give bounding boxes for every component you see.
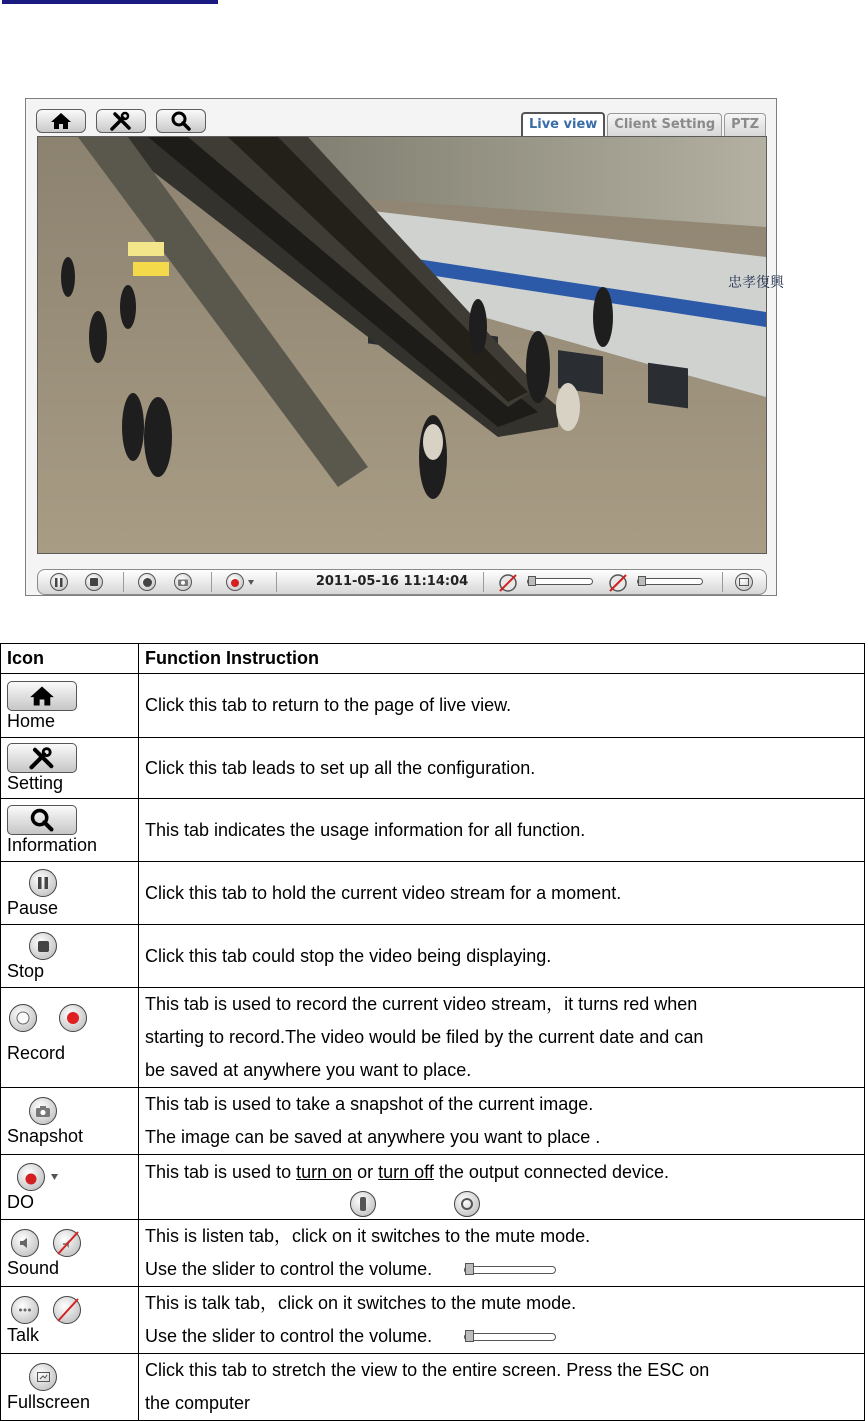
digital-output-button[interactable] <box>226 573 244 591</box>
description-line: The image can be saved at anywhere you want to place . <box>145 1127 601 1147</box>
row-label: Stop <box>7 961 45 981</box>
icon-cell <box>1 1155 139 1220</box>
sound-mute-icon <box>54 1230 80 1256</box>
description-line: This is listen tab，click on it switches to the mute mode. <box>145 1226 591 1246</box>
row-label: Pause <box>7 898 59 918</box>
function-column-header: Function Instruction <box>139 644 865 674</box>
sound-mute-sample <box>53 1229 81 1257</box>
icon-cell <box>1 1354 139 1421</box>
information-button[interactable] <box>156 109 206 133</box>
separator <box>722 572 723 592</box>
icon-cell <box>1 862 139 925</box>
separator <box>211 572 212 592</box>
search-icon <box>29 808 55 832</box>
table-row <box>1 1287 865 1354</box>
fullscreen-icon <box>739 578 749 586</box>
home-button-sample <box>7 681 77 711</box>
text-segment: Use the slider to control the volume. <box>145 1326 433 1346</box>
description-line: be saved at anywhere you want to place. <box>145 1060 472 1080</box>
row-label: Fullscreen <box>7 1392 91 1412</box>
description-line: This tab is used to take a snapshot of the current image. <box>145 1094 594 1114</box>
icon-cell <box>1 1287 139 1354</box>
fullscreen-button-sample <box>29 1363 57 1391</box>
volume-slider-sample <box>464 1333 556 1341</box>
sound-mute-icon[interactable] <box>498 573 518 593</box>
description-line <box>145 1320 864 1353</box>
setting-button[interactable] <box>96 109 146 133</box>
fullscreen-icon <box>37 1372 50 1382</box>
table-row <box>1 674 865 738</box>
live-viewer-panel <box>25 98 784 596</box>
row-description <box>139 1220 865 1287</box>
row-label: Snapshot <box>7 1126 84 1146</box>
description-line: This tab is used to record the current video stream，it turns red when <box>145 994 698 1014</box>
record-icon <box>17 1012 29 1024</box>
table-row <box>1 799 865 862</box>
timestamp-display: 2011-05-16 11:14:04 <box>315 574 469 589</box>
table-row <box>1 988 865 1088</box>
setting-button-sample <box>7 743 77 773</box>
text-segment: This tab is used to <box>145 1161 297 1182</box>
row-label: Home <box>7 710 56 731</box>
pause-icon <box>38 877 48 889</box>
text-segment: or <box>352 1161 379 1182</box>
top-heading-rule <box>2 0 218 4</box>
pause-button[interactable] <box>50 573 68 591</box>
speaker-icon <box>18 1236 32 1250</box>
volume-slider-sample <box>464 1266 556 1274</box>
description-line: Click this tab to stretch the view to the entire screen. Press the ESC on <box>145 1360 710 1380</box>
separator <box>123 572 124 592</box>
icon-cell <box>1 799 139 862</box>
pause-icon <box>55 578 63 587</box>
turn-on-text: turn on <box>296 1161 353 1182</box>
camera-icon <box>178 578 188 586</box>
sound-volume-slider[interactable] <box>527 578 593 585</box>
station-name-label: 忠孝復興 <box>728 275 784 291</box>
dropdown-arrow-icon <box>51 1174 58 1180</box>
icon-cell <box>1 1088 139 1155</box>
row-description <box>139 1354 865 1421</box>
snapshot-button[interactable] <box>174 573 192 591</box>
icon-cell <box>1 1220 139 1287</box>
do-on-sample <box>350 1191 376 1217</box>
row-description: Click this tab to return to the page of live view. <box>139 674 865 738</box>
description-line <box>145 1156 864 1189</box>
information-button-sample <box>7 805 77 835</box>
record-button[interactable] <box>138 573 156 591</box>
turn-off-text: turn off <box>378 1161 434 1182</box>
sound-button-sample <box>11 1229 39 1257</box>
slider-knob <box>465 1263 474 1275</box>
table-header-row <box>1 644 865 674</box>
text-segment: the output connected device. <box>433 1161 670 1182</box>
tab-live-view[interactable]: Live view <box>521 112 605 137</box>
tab-client-setting[interactable]: Client Setting <box>607 113 722 136</box>
icon-cell <box>1 674 139 738</box>
row-description: Click this tab could stop the video being displaying. <box>139 925 865 988</box>
table-row <box>1 738 865 799</box>
table-row <box>1 1088 865 1155</box>
separator <box>276 572 277 592</box>
icon-cell <box>1 988 139 1088</box>
row-label: DO <box>7 1192 34 1212</box>
home-icon <box>50 112 72 130</box>
talk-volume-slider[interactable] <box>637 578 703 585</box>
row-label: Talk <box>7 1325 40 1345</box>
table-row <box>1 1220 865 1287</box>
record-active-sample <box>59 1004 87 1032</box>
view-tabs <box>521 113 766 137</box>
slider-knob <box>465 1330 474 1342</box>
row-description: This tab indicates the usage information for all function. <box>139 799 865 862</box>
text-segment: Use the slider to control the volume. <box>145 1259 433 1279</box>
switch-off-icon <box>461 1198 473 1210</box>
row-label: Information <box>7 835 98 855</box>
description-line <box>145 1253 864 1286</box>
stop-button-sample <box>29 932 57 960</box>
row-description <box>139 1088 865 1155</box>
slider-knob[interactable] <box>638 576 646 586</box>
setting-icon <box>109 111 133 131</box>
icon-function-table <box>0 643 865 1421</box>
fullscreen-button[interactable] <box>735 573 753 591</box>
search-icon <box>170 111 192 131</box>
separator <box>483 572 484 592</box>
record-active-icon <box>67 1012 79 1024</box>
camera-icon <box>36 1106 50 1117</box>
table-row <box>1 925 865 988</box>
record-idle-sample <box>9 1004 37 1032</box>
camera-live-image <box>37 136 784 554</box>
talk-button-sample <box>11 1296 39 1324</box>
table-row <box>1 1155 865 1220</box>
row-description: Click this tab to hold the current video stream for a moment. <box>139 862 865 925</box>
stop-button[interactable] <box>85 573 103 591</box>
pause-button-sample <box>29 869 57 897</box>
slider-knob[interactable] <box>528 576 536 586</box>
do-state-icons <box>145 1189 864 1219</box>
row-description <box>139 1287 865 1354</box>
playback-control-bar <box>37 569 767 595</box>
icon-column-header: Icon <box>1 644 139 674</box>
row-label: Sound <box>7 1258 60 1278</box>
row-description <box>139 1155 865 1220</box>
do-switch-icon <box>24 1170 38 1184</box>
switch-on-icon <box>360 1197 366 1211</box>
icon-cell <box>1 738 139 799</box>
tab-ptz[interactable]: PTZ <box>724 113 766 136</box>
stop-icon <box>38 941 49 952</box>
row-label: Setting <box>7 773 64 793</box>
do-off-sample <box>454 1191 480 1217</box>
talk-mute-sample <box>53 1296 81 1324</box>
do-button-sample <box>17 1163 45 1191</box>
snapshot-button-sample <box>29 1097 57 1125</box>
home-icon <box>29 685 55 707</box>
stop-icon <box>90 578 98 586</box>
setting-icon <box>28 746 56 770</box>
row-label: Record <box>7 1042 66 1063</box>
talk-mute-icon[interactable] <box>608 573 628 593</box>
home-button[interactable] <box>36 109 86 133</box>
do-switch-icon <box>230 577 240 587</box>
row-description <box>139 988 865 1088</box>
icon-cell <box>1 925 139 988</box>
description-line: starting to record.The video would be filed by the current date and can <box>145 1027 704 1047</box>
dropdown-arrow-icon[interactable] <box>248 580 254 585</box>
talk-mute-icon <box>54 1297 80 1323</box>
table-row <box>1 862 865 925</box>
record-icon <box>143 578 152 587</box>
description-line: This is talk tab，click on it switches to the mute mode. <box>145 1293 577 1313</box>
talk-icon <box>18 1307 32 1313</box>
table-row <box>1 1354 865 1421</box>
description-line: the computer <box>145 1393 251 1413</box>
row-description: Click this tab leads to set up all the configuration. <box>139 738 865 799</box>
